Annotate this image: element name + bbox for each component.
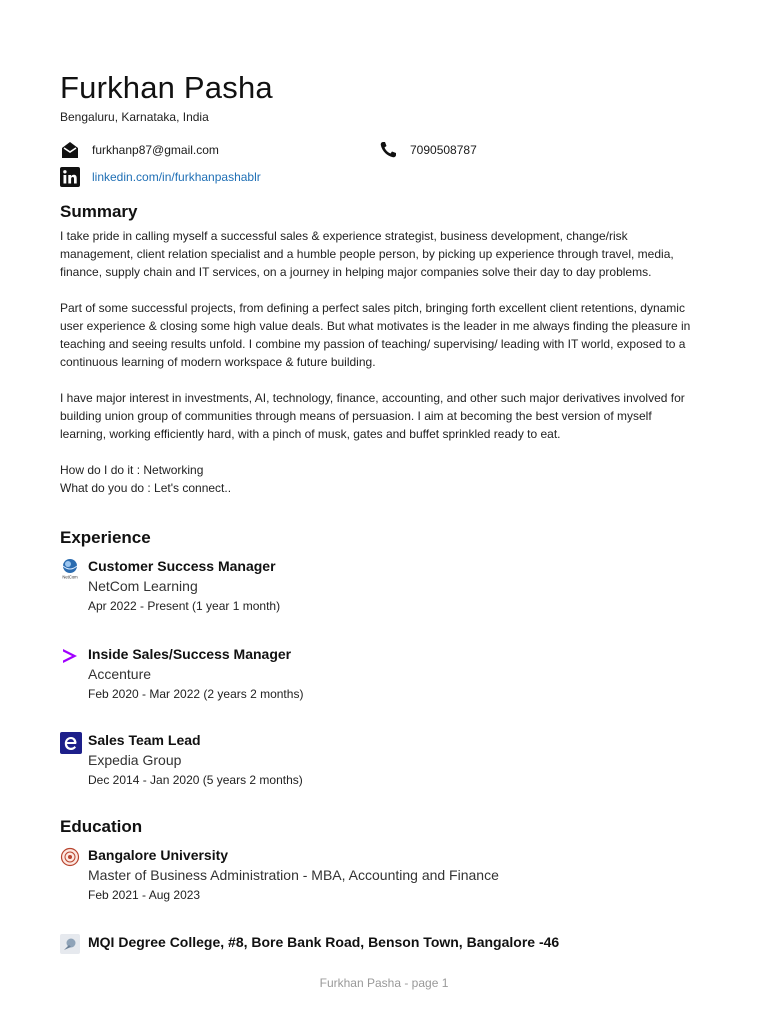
summary-line: What do you do : Let's connect.. — [60, 481, 232, 495]
person-name: Furkhan Pasha — [60, 70, 273, 105]
school-name: Bangalore University — [88, 847, 229, 863]
company-name: Expedia Group — [88, 752, 182, 768]
phone-text[interactable]: 7090508787 — [410, 143, 477, 157]
summary-line: How do I do it : Networking — [60, 463, 204, 477]
expedia-logo-icon — [60, 732, 80, 752]
phone-icon — [378, 140, 398, 160]
phone-row — [378, 140, 477, 160]
job-title: Inside Sales/Success Manager — [88, 646, 292, 662]
resume-page — [60, 0, 700, 1024]
email-text[interactable]: furkhanp87@gmail.com — [92, 143, 219, 157]
summary-paragraph: I take pride in calling myself a successful sales & experience strategist, business development, change/risk management, client relation specialist and a humble people person, by picking up experience through travel, media, finance, supply chain and IT services, on a journey in helping major companies solve their day to day problems. — [60, 229, 674, 279]
degree-name: Master of Business Administration - MBA, Accounting and Finance — [88, 867, 499, 883]
job-dates: Feb 2020 - Mar 2022 (2 years 2 months) — [88, 687, 304, 701]
location: Bengaluru, Karnataka, India — [60, 110, 209, 124]
company-name: Accenture — [88, 666, 152, 682]
summary-paragraph: Part of some successful projects, from defining a perfect sales pitch, bringing forth excellent client retentions, dynamic user experience & closing some high value deals. But what motivates is the leader in me always finding the pleasure in teaching and seeing results unfold. I combine my passion of teaching/ supervising/ leading with IT world, exposed to a continuous learning of modern workspace & future building. — [60, 301, 691, 369]
job-dates: Apr 2022 - Present (1 year 1 month) — [88, 599, 281, 613]
job-title: Customer Success Manager — [88, 558, 276, 574]
netcom-logo-text: NetCom — [62, 574, 78, 580]
linkedin-row — [60, 167, 261, 187]
email-row — [60, 140, 219, 160]
university-seal-icon — [60, 847, 80, 867]
summary-paragraph: I have major interest in investments, AI, technology, finance, accounting, and other such major derivatives involved for building union group of communities through means of persuasion. I aim at becoming the best version of myself learning, working efficiently hard, with a pinch of musk, gates and buffet sprinkled ready to eat. — [60, 391, 685, 441]
netcom-logo-icon — [60, 558, 80, 578]
education-dates: Feb 2021 - Aug 2023 — [88, 888, 201, 902]
company-name: NetCom Learning — [88, 578, 198, 594]
education-heading: Education — [60, 817, 143, 836]
school-placeholder-icon — [60, 934, 80, 954]
accenture-logo-icon — [60, 646, 80, 666]
linkedin-icon — [60, 167, 80, 187]
email-icon — [60, 140, 80, 160]
job-dates: Dec 2014 - Jan 2020 (5 years 2 months) — [88, 773, 303, 787]
page-footer: Furkhan Pasha - page 1 — [319, 976, 449, 990]
linkedin-link[interactable]: linkedin.com/in/furkhanpashablr — [92, 170, 261, 184]
school-name: MQI Degree College, #8, Bore Bank Road, Benson Town, Bangalore -46 — [88, 934, 560, 950]
experience-heading: Experience — [60, 528, 151, 547]
summary-heading: Summary — [60, 202, 138, 221]
summary-body — [60, 227, 700, 497]
job-title: Sales Team Lead — [88, 732, 201, 748]
